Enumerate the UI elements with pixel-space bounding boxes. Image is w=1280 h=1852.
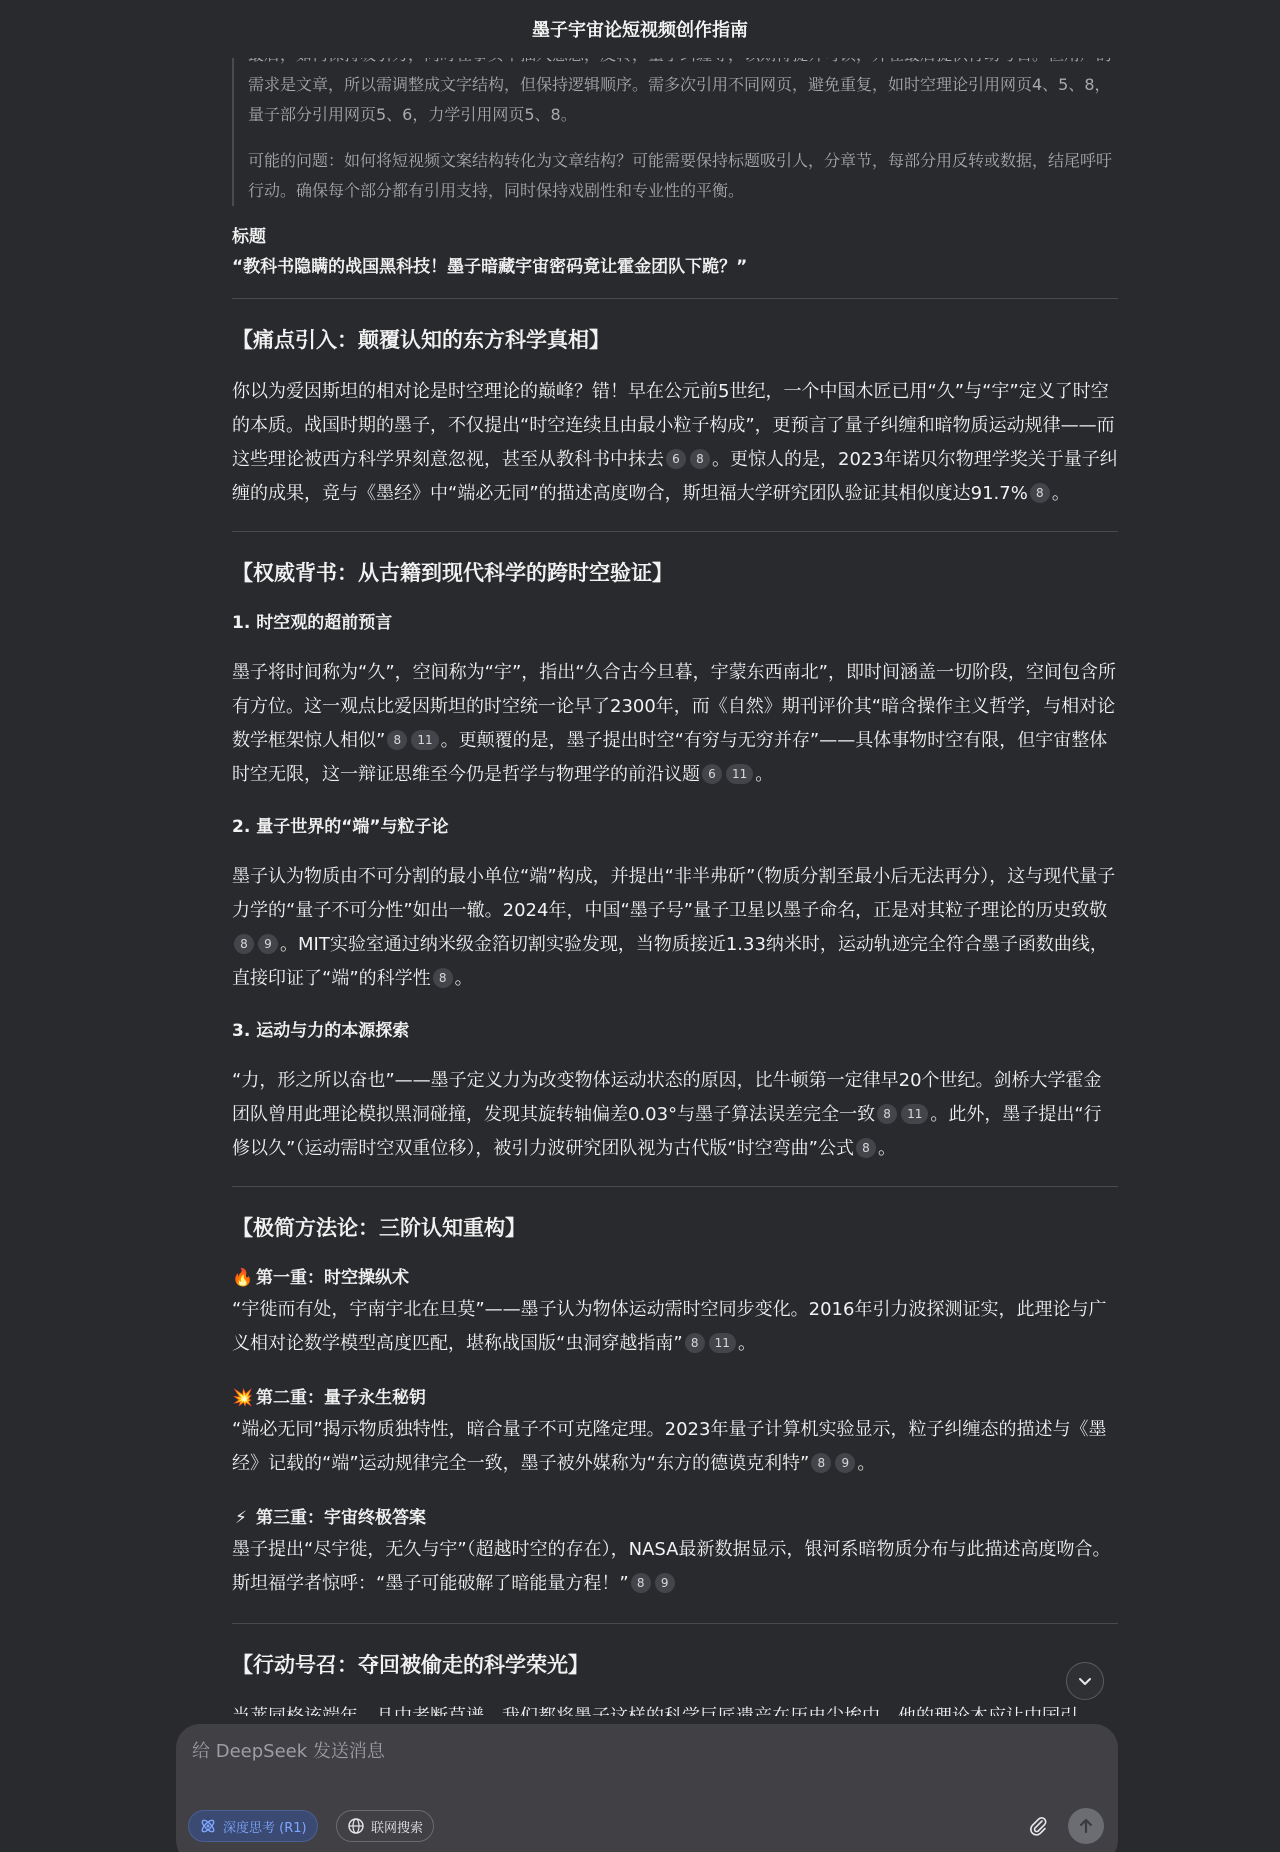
message-composer — [176, 1724, 1118, 1852]
web-search-label: 联网搜索 — [371, 1820, 424, 1836]
citation-badge[interactable]: 6 — [666, 449, 686, 469]
arrow-up-icon — [1077, 1817, 1095, 1835]
collision-icon: 💥 — [232, 1388, 254, 1408]
section-heading: 【行动号召：夺回被偷走的科学荣光】 — [232, 1653, 589, 1677]
citation-badge[interactable]: 8 — [1030, 483, 1050, 503]
subsection-heading: 2. 量子世界的“端”与粒子论 — [232, 817, 449, 837]
citation-badge[interactable]: 11 — [709, 1333, 736, 1353]
citation-badge[interactable]: 8 — [234, 934, 254, 954]
paragraph — [232, 1293, 1118, 1361]
citation-badge[interactable]: 9 — [655, 1573, 675, 1593]
assistant-message — [232, 40, 1118, 1754]
deep-think-toggle[interactable] — [188, 1810, 318, 1842]
globe-icon — [347, 1817, 365, 1835]
citation-badge[interactable]: 8 — [856, 1138, 876, 1158]
chevron-down-icon — [1076, 1672, 1094, 1690]
paragraph-text: 。 — [1051, 483, 1070, 504]
thinking-paragraph: 需求是文章，所以需调整成文字结构，但保持逻辑顺序。需多次引用不同网页，避免重复，如时空理论引用网页4、5、8，量子部分引用网页5、6，力学引用网页5、8。 — [248, 75, 1111, 124]
citation-badge[interactable]: 8 — [433, 968, 453, 988]
divider — [232, 531, 1118, 532]
method-heading — [232, 1383, 1118, 1413]
citation-badge[interactable]: 11 — [411, 730, 438, 750]
divider — [232, 298, 1118, 299]
fire-icon: 🔥 — [232, 1268, 254, 1288]
paragraph-text: 墨子提出“尽宇徙，无久与宇”（超越时空的存在），NASA最新数据显示，银河系暗物质分布与此描述高度吻合。斯坦福学者惊呼：“墨子可能破解了暗能量方程！” — [232, 1539, 1111, 1594]
subsection-heading: 1. 时空观的超前预言 — [232, 613, 393, 633]
citation-badge[interactable]: 8 — [631, 1573, 651, 1593]
method-heading — [232, 1263, 1118, 1293]
paragraph — [232, 375, 1118, 511]
title-label: 标题 — [232, 227, 266, 247]
citation-badge[interactable]: 8 — [690, 449, 710, 469]
paragraph-text: 。MIT实验室通过纳米级金箔切割实验发现，当物质接近1.33纳米时，运动轨迹完全符合墨子函数曲线，直接印证了“端”的科学性 — [232, 934, 1108, 989]
paragraph-text: 。 — [454, 968, 473, 989]
citation-badge[interactable]: 11 — [726, 764, 753, 784]
section-heading: 【痛点引入：颠覆认知的东方科学真相】 — [232, 328, 610, 352]
citation-badge[interactable]: 9 — [835, 1453, 855, 1473]
citation-badge[interactable]: 9 — [258, 934, 278, 954]
conversation-title: 墨子宇宙论短视频创作指南 — [0, 0, 1280, 58]
thinking-paragraph: 可能的问题：如何将短视频文案结构转化为文章结构？可能需要保持标题吸引人，分章节，每部分用反转或数据，结尾呼吁行动。确保每个部分都有引用支持，同时保持戏剧性和专业性的平衡。 — [248, 151, 1113, 200]
paragraph-text: 。 — [857, 1453, 876, 1474]
section-heading: 【极简方法论：三阶认知重构】 — [232, 1216, 526, 1240]
atom-icon — [199, 1817, 217, 1835]
citation-badge[interactable]: 8 — [387, 730, 407, 750]
method-heading-text: 第一重：时空操纵术 — [256, 1268, 409, 1288]
message-input[interactable] — [192, 1736, 1092, 1766]
paragraph — [232, 1413, 1118, 1481]
paragraph — [232, 1064, 1118, 1166]
paragraph-text: 你以为爱因斯坦的相对论是时空理论的巅峰？错！早在公元前5世纪，一个中国木匠已用“久”与“宇”定义了时空的本质。战国时期的墨子，不仅提出“时空连续且由最小粒子构成”，更预言了量子纠缠和暗物质运动规律——而这些理论被西方科学界刻意忽视，甚至从教科书中抹去 — [232, 381, 1115, 470]
web-search-toggle[interactable] — [336, 1810, 434, 1842]
paragraph-text: 。 — [877, 1138, 896, 1159]
paragraph-text: 墨子认为物质由不可分割的最小单位“端”构成，并提出“非半弗斫”（物质分割至最小后无法再分），这与现代量子力学的“量子不可分性”如出一辙。2024年，中国“墨子号”量子卫星以墨子命名，正是对其粒子理论的历史致敬 — [232, 866, 1116, 921]
attach-button[interactable] — [1024, 1812, 1052, 1840]
citation-badge[interactable]: 8 — [685, 1333, 705, 1353]
paragraph-text: 。更惊人的是，2023年诺贝尔物理学奖关于量子纠缠的成果，竟与《墨经》中“端必无同”的描述高度吻合，斯坦福大学研究团队验证其相似度达91.7% — [232, 449, 1118, 504]
divider — [232, 1186, 1118, 1187]
thinking-block — [232, 40, 1118, 206]
paragraph-text: 。更颠覆的是，墨子提出时空“有穷与无穷并存”——具体事物时空有限，但宇宙整体时空无限，这一辩证思维至今仍是哲学与物理学的前沿议题 — [232, 730, 1108, 785]
scroll-to-bottom-button[interactable] — [1066, 1662, 1104, 1700]
section-heading: 【权威背书：从古籍到现代科学的跨时空验证】 — [232, 561, 673, 585]
paragraph — [232, 860, 1118, 996]
send-button[interactable] — [1068, 1808, 1104, 1844]
paragraph-text: “力，形之所以奋也”——墨子定义力为改变物体运动状态的原因，比牛顿第一定律早20个世纪。剑桥大学霍金团队曾用此理论模拟黑洞碰撞，发现其旋转轴偏差0.03°与墨子算法误差完全一致 — [232, 1070, 1102, 1125]
article-title: “教科书隐瞒的战国黑科技！墨子暗藏宇宙密码竟让霍金团队下跪？” — [232, 257, 748, 277]
citation-badge[interactable]: 6 — [702, 764, 722, 784]
paragraph-text: “宇徙而有处，宇南宇北在旦莫”——墨子认为物体运动需时空同步变化。2016年引力波探测证实，此理论与广义相对论数学模型高度匹配，堪称战国版“虫洞穿越指南” — [232, 1299, 1107, 1354]
paragraph — [232, 656, 1118, 792]
paragraph-text: 。 — [737, 1333, 756, 1354]
method-heading-text: 第三重：宇宙终极答案 — [256, 1508, 426, 1528]
paragraph-text: 墨子将时间称为“久”，空间称为“宇”，指出“久合古今旦暮，宇蒙东西南北”，即时间涵盖一切阶段，空间包含所有方位。这一观点比爱因斯坦的时空统一论早了2300年，而《自然》期刊评价其“暗含操作主义哲学，与相对论数学框架惊人相似” — [232, 662, 1116, 751]
paragraph-text: 。 — [755, 764, 774, 785]
divider — [232, 1623, 1118, 1624]
paragraph-text: “端必无同”揭示物质独特性，暗合量子不可克隆定理。2023年量子计算机实验显示，粒子纠缠态的描述与《墨经》记载的“端”运动规律完全一致，墨子被外媒称为“东方的德谟克利特” — [232, 1419, 1107, 1474]
lightning-icon: ⚡ — [235, 1508, 247, 1528]
paragraph-text: 。此外，墨子提出“行修以久”（运动需时空双重位移），被引力波研究团队视为古代版“时空弯曲”公式 — [232, 1104, 1102, 1159]
subsection-heading: 3. 运动与力的本源探索 — [232, 1021, 410, 1041]
paragraph — [232, 1533, 1118, 1601]
citation-badge[interactable]: 8 — [811, 1453, 831, 1473]
citation-badge[interactable]: 11 — [901, 1104, 928, 1124]
paperclip-icon — [1027, 1815, 1049, 1837]
method-heading-text: 第二重：量子永生秘钥 — [256, 1388, 426, 1408]
citation-badge[interactable]: 8 — [877, 1104, 897, 1124]
method-heading — [232, 1503, 1118, 1533]
deep-think-label: 深度思考 (R1) — [223, 1820, 307, 1836]
